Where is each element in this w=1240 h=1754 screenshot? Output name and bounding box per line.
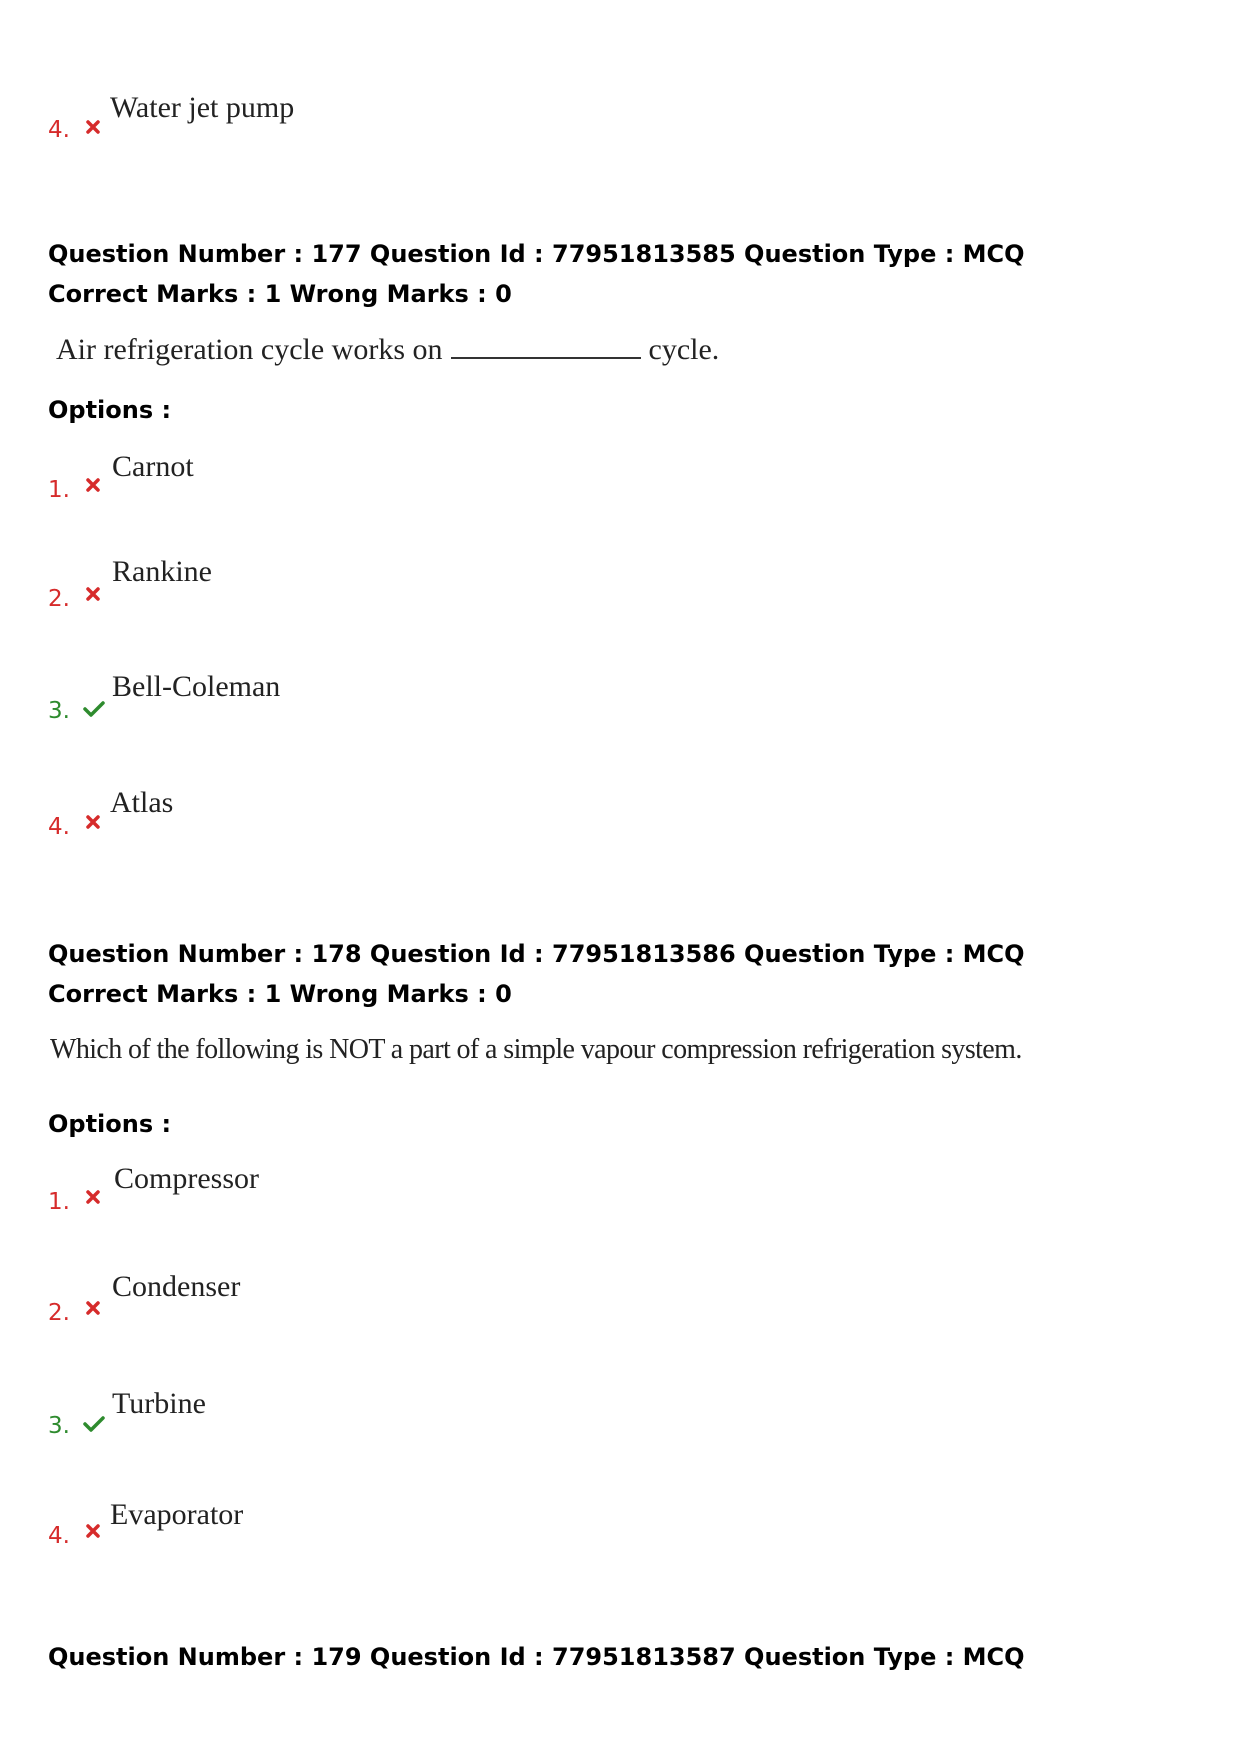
option-number [48, 698, 105, 724]
question-text-before: Air refrigeration cycle works on [56, 333, 443, 366]
option-number [48, 1413, 105, 1439]
option-number-label: 4. [48, 814, 70, 840]
marks-meta-line: Correct Marks : 1 Wrong Marks : 0 [48, 280, 512, 308]
option-number-label: 3. [48, 1413, 70, 1439]
options-label: Options : [48, 396, 172, 424]
check-mark-icon [83, 1415, 105, 1431]
option-number [48, 814, 101, 840]
question-text-after: cycle. [648, 333, 720, 366]
option-text: Bell-Coleman [112, 670, 281, 703]
option-number [48, 477, 101, 503]
option-text: Compressor [114, 1162, 259, 1195]
fill-in-blank [451, 331, 641, 359]
option-text: Water jet pump [110, 91, 295, 124]
question-text [56, 331, 719, 367]
cross-mark-icon [85, 119, 101, 135]
option-text: Carnot [112, 450, 194, 483]
question-meta-line: Question Number : 178 Question Id : 77951813586 Question Type : MCQ [48, 940, 1025, 968]
cross-mark-icon [85, 1189, 101, 1205]
cross-mark-icon [85, 477, 101, 493]
option-text: Turbine [112, 1387, 206, 1420]
option-number [48, 1523, 101, 1549]
option-text: Condenser [112, 1270, 241, 1303]
option-number [48, 1189, 101, 1215]
cross-mark-icon [85, 586, 101, 602]
question-meta-line: Question Number : 179 Question Id : 77951813587 Question Type : MCQ [48, 1643, 1025, 1671]
option-text: Rankine [112, 555, 212, 588]
option-text: Atlas [110, 786, 174, 819]
cross-mark-icon [85, 1523, 101, 1539]
option-number-label: 2. [48, 586, 70, 612]
option-number-label: 4. [48, 117, 70, 143]
marks-meta-line: Correct Marks : 1 Wrong Marks : 0 [48, 980, 512, 1008]
cross-mark-icon [85, 814, 101, 830]
option-text: Evaporator [110, 1498, 244, 1531]
option-number-label: 3. [48, 698, 70, 724]
option-number-label: 2. [48, 1300, 70, 1326]
option-number-label: 4. [48, 1523, 70, 1549]
cross-mark-icon [85, 1300, 101, 1316]
option-number-label: 1. [48, 1189, 70, 1215]
option-number-label: 1. [48, 477, 70, 503]
question-meta-line: Question Number : 177 Question Id : 77951813585 Question Type : MCQ [48, 240, 1025, 268]
option-number [48, 117, 101, 143]
options-label: Options : [48, 1110, 172, 1138]
option-number [48, 586, 101, 612]
question-text: Which of the following is NOT a part of a simple vapour compression refrigeration system. [50, 1034, 1022, 1065]
option-number [48, 1300, 101, 1326]
check-mark-icon [83, 700, 105, 716]
